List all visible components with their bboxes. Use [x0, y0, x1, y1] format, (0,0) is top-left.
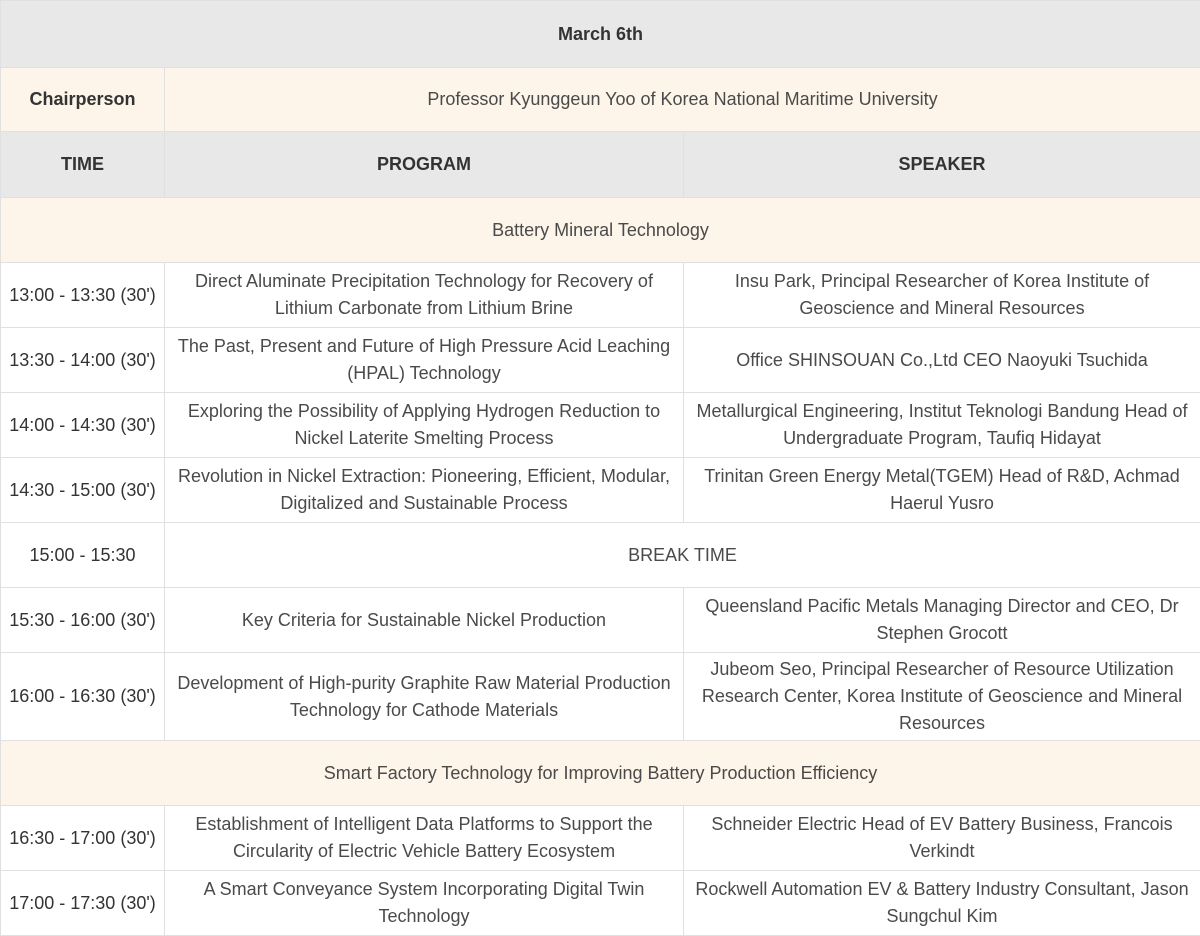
session-time: 15:30 - 16:00 (30') — [1, 588, 165, 653]
column-header-row — [1, 132, 1200, 198]
session-row — [1, 263, 1200, 328]
session-speaker: Insu Park, Principal Researcher of Korea Institute of Geoscience and Mineral Resources — [684, 263, 1200, 328]
session-program: Key Criteria for Sustainable Nickel Production — [165, 588, 684, 653]
session-time: 16:00 - 16:30 (30') — [1, 653, 165, 741]
session-program: Development of High-purity Graphite Raw Material Production Technology for Cathode Materials — [165, 653, 684, 741]
session-speaker: Office SHINSOUAN Co.,Ltd CEO Naoyuki Tsuchida — [684, 328, 1200, 393]
section-title: Smart Factory Technology for Improving Battery Production Efficiency — [1, 741, 1200, 806]
session-program: Direct Aluminate Precipitation Technology for Recovery of Lithium Carbonate from Lithium Brine — [165, 263, 684, 328]
session-time: 14:00 - 14:30 (30') — [1, 393, 165, 458]
session-program: Revolution in Nickel Extraction: Pioneering, Efficient, Modular, Digitalized and Sustainable Process — [165, 458, 684, 523]
session-row — [1, 588, 1200, 653]
chairperson-label: Chairperson — [1, 68, 165, 132]
session-speaker: Metallurgical Engineering, Institut Teknologi Bandung Head of Undergraduate Program, Taufiq Hidayat — [684, 393, 1200, 458]
header-program: PROGRAM — [165, 132, 684, 198]
break-label: BREAK TIME — [165, 523, 1200, 588]
session-program: Establishment of Intelligent Data Platforms to Support the Circularity of Electric Vehicle Battery Ecosystem — [165, 806, 684, 871]
break-row — [1, 523, 1200, 588]
session-program: The Past, Present and Future of High Pressure Acid Leaching (HPAL) Technology — [165, 328, 684, 393]
session-row — [1, 806, 1200, 871]
schedule-body — [1, 1, 1200, 936]
date-title: March 6th — [1, 1, 1200, 68]
date-row — [1, 1, 1200, 68]
session-row — [1, 393, 1200, 458]
header-time: TIME — [1, 132, 165, 198]
session-row — [1, 871, 1200, 936]
session-row — [1, 328, 1200, 393]
section-row — [1, 741, 1200, 806]
session-time: 16:30 - 17:00 (30') — [1, 806, 165, 871]
session-row — [1, 653, 1200, 741]
session-speaker: Trinitan Green Energy Metal(TGEM) Head of R&D, Achmad Haerul Yusro — [684, 458, 1200, 523]
session-time: 13:30 - 14:00 (30') — [1, 328, 165, 393]
session-row — [1, 458, 1200, 523]
header-speaker: SPEAKER — [684, 132, 1200, 198]
session-speaker: Schneider Electric Head of EV Battery Business, Francois Verkindt — [684, 806, 1200, 871]
section-row — [1, 198, 1200, 263]
session-speaker: Jubeom Seo, Principal Researcher of Resource Utilization Research Center, Korea Institute of Geoscience and Mineral Resources — [684, 653, 1200, 741]
session-time: 15:00 - 15:30 — [1, 523, 165, 588]
session-time: 13:00 - 13:30 (30') — [1, 263, 165, 328]
session-time: 17:00 - 17:30 (30') — [1, 871, 165, 936]
chairperson-row — [1, 68, 1200, 132]
session-program: A Smart Conveyance System Incorporating Digital Twin Technology — [165, 871, 684, 936]
session-speaker: Queensland Pacific Metals Managing Director and CEO, Dr Stephen Grocott — [684, 588, 1200, 653]
section-title: Battery Mineral Technology — [1, 198, 1200, 263]
session-program: Exploring the Possibility of Applying Hydrogen Reduction to Nickel Laterite Smelting Process — [165, 393, 684, 458]
session-speaker: Rockwell Automation EV & Battery Industry Consultant, Jason Sungchul Kim — [684, 871, 1200, 936]
session-time: 14:30 - 15:00 (30') — [1, 458, 165, 523]
chairperson-name: Professor Kyunggeun Yoo of Korea National Maritime University — [165, 68, 1200, 132]
